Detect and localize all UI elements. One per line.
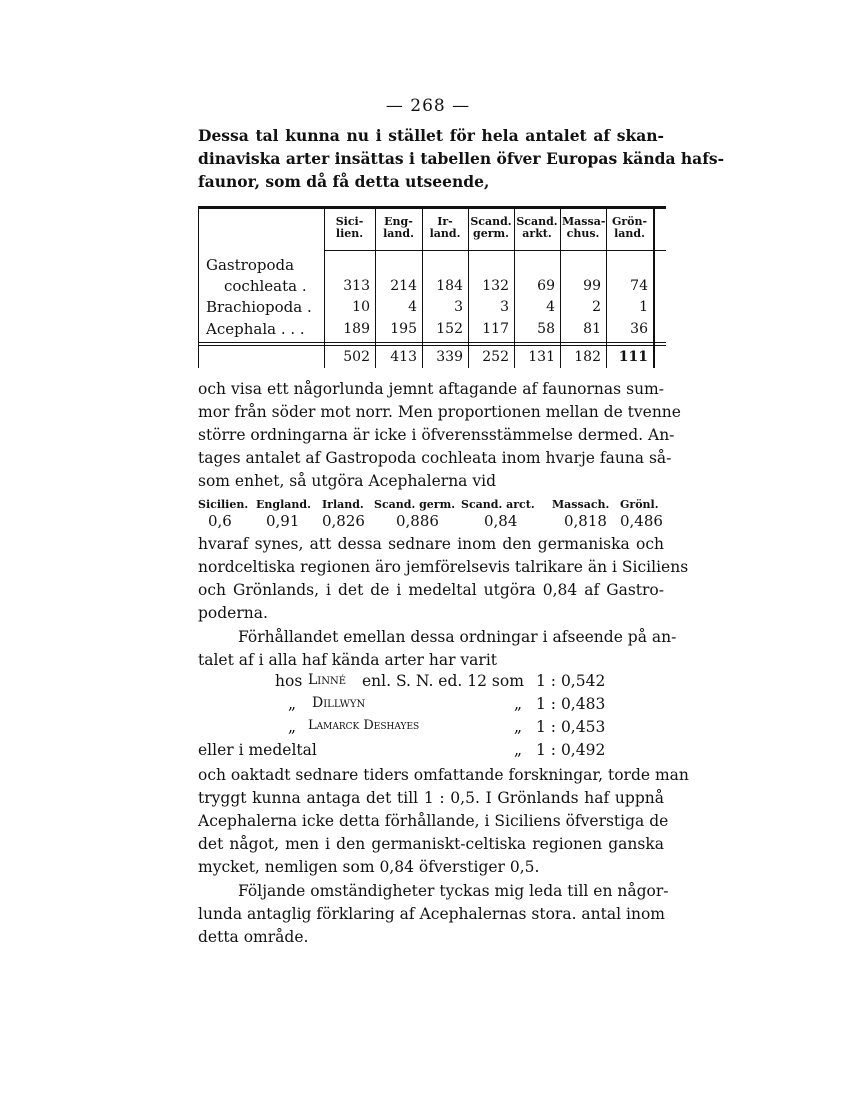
text-line: faunor, som då få detta utseende, [198, 172, 490, 191]
total-cell: 502 [343, 349, 370, 365]
region-label: Sicilien. [198, 498, 249, 511]
text-line: mor från söder mot norr. Men proportionen mellan de tvenne [198, 403, 681, 421]
ratio-suffix: „ [514, 741, 523, 759]
column-header: Massa- chus. [562, 215, 606, 240]
column-header: Ir- land. [429, 215, 461, 240]
author-name: Linné [308, 672, 347, 688]
column-header: Scand. arkt. [516, 215, 558, 240]
sum-rule-1 [198, 342, 666, 343]
ratio-value: 1 : 0,483 [536, 695, 606, 713]
table-cell: 2 [592, 299, 601, 315]
sum-rule-2 [198, 345, 666, 346]
region-value: 0,826 [322, 512, 365, 530]
medeltal-label: eller i medeltal [198, 741, 317, 759]
region-value: 0,91 [266, 512, 300, 530]
table-cell: 4 [408, 299, 417, 315]
ratio-prefix: hos [275, 672, 303, 690]
text-line: det något, men i den germaniskt-celtiska regionen ganska [198, 835, 664, 853]
table-cell: 81 [583, 321, 601, 337]
total-cell: 413 [390, 349, 417, 365]
ratio-value: 1 : 0,453 [536, 718, 606, 736]
column-header: Eng- land. [383, 215, 414, 240]
region-value: 0,818 [564, 512, 607, 530]
text-line: Förhållandet emellan dessa ordningar i afseende på an- [238, 628, 677, 646]
region-label: Scand. germ. [374, 498, 456, 511]
text-line: hvaraf synes, att dessa sednare inom den germaniska och [198, 535, 664, 553]
ratio-prefix: „ [288, 695, 297, 713]
table-cell: 1 [639, 299, 648, 315]
text-line: Dessa tal kunna nu i stället för hela antalet af skan- [198, 126, 664, 145]
column-header: Grön- land. [611, 215, 648, 240]
region-label: England. [256, 498, 311, 511]
region-values [198, 512, 664, 532]
region-label: Massach. [552, 498, 610, 511]
table-cell: 74 [630, 278, 648, 294]
author-name: Dillwyn [312, 695, 366, 711]
table-cell: 36 [630, 321, 648, 337]
text-line: tryggt kunna antaga det till 1 : 0,5. I Grönlands haf uppnå [198, 789, 664, 807]
table-cell: 3 [500, 299, 509, 315]
table-cell: 69 [537, 278, 555, 294]
text-line: och visa ett någorlunda jemnt aftagande af faunornas sum- [198, 380, 664, 398]
paragraph-2 [198, 626, 677, 672]
text-line: talet af i alla haf kända arter har varit [198, 651, 498, 669]
table-cell: 184 [436, 278, 463, 294]
table-cell: 99 [583, 278, 601, 294]
text-line: och Grönlands, i det de i medeltal utgöra 0,84 af Gastro- [198, 581, 664, 599]
ratio-value: 1 : 0,492 [536, 741, 606, 759]
column-header: Scand. germ. [470, 215, 512, 240]
total-cell: 111 [618, 349, 648, 365]
text-line: Följande omständigheter tyckas mig leda till en någor- [238, 882, 669, 900]
text-line: detta område. [198, 928, 309, 946]
table-top-rule [198, 206, 666, 209]
table-cell: 214 [390, 278, 417, 294]
ratio-suffix: enl. S. N. ed. 12 som [362, 672, 524, 690]
region-value: 0,84 [484, 512, 518, 530]
region-label: Scand. arct. [461, 498, 535, 511]
table-cell: 58 [537, 321, 555, 337]
region-value: 0,486 [620, 512, 663, 530]
ratio-value: 1 : 0,542 [536, 672, 606, 690]
table-cell: 313 [343, 278, 370, 294]
row-label: Gastropoda [206, 256, 295, 274]
table-cell: 189 [343, 321, 370, 337]
col-divider [198, 206, 199, 368]
text-line: poderna. [198, 604, 268, 622]
text-line: mycket, nemligen som 0,84 öfverstiger 0,5. [198, 858, 540, 876]
after-paragraph [198, 533, 689, 625]
middle-paragraph [198, 378, 681, 493]
text-line: dinaviska arter insättas i tabellen öfver Europas kända hafs- [198, 149, 725, 168]
total-cell: 131 [528, 349, 555, 365]
ratio-suffix: „ [514, 718, 523, 736]
ratio-suffix: „ [514, 695, 523, 713]
paragraph-4 [198, 880, 669, 949]
author-name: Lamarck Deshayes [308, 718, 420, 733]
total-cell: 252 [482, 349, 509, 365]
text-line: lunda antaglig förklaring af Acephalernas stora. antal inom [198, 905, 665, 923]
region-label: Irland. [322, 498, 364, 511]
col-divider [653, 206, 655, 368]
row-label: Brachiopoda . [206, 298, 312, 316]
intro-paragraph [198, 124, 725, 193]
text-line: och oaktadt sednare tiders omfattande forskningar, torde man [198, 766, 689, 784]
table-cell: 132 [482, 278, 509, 294]
fauna-table [198, 206, 666, 368]
region-label: Grönl. [620, 498, 659, 511]
row-label: cochleata . [224, 277, 307, 295]
text-line: Acephalerna icke detta förhållande, i Siciliens öfverstiga de [198, 812, 669, 830]
table-cell: 4 [546, 299, 555, 315]
row-label: Acephala . . . [206, 320, 305, 338]
region-value: 0,6 [208, 512, 232, 530]
region-value: 0,886 [396, 512, 439, 530]
table-cell: 195 [390, 321, 417, 337]
table-cell: 152 [436, 321, 463, 337]
table-cell: 117 [482, 321, 509, 337]
paragraph-3 [198, 764, 689, 879]
ratio-prefix: „ [288, 718, 297, 736]
text-line: större ordningarna är icke i öfverensstämmelse dermed. An- [198, 426, 675, 444]
table-cell: 10 [352, 299, 370, 315]
page-number: — 268 — [385, 96, 471, 116]
table-cell: 3 [454, 299, 463, 315]
text-line: som enhet, så utgöra Acephalerna vid [198, 472, 496, 490]
text-line: nordceltiska regionen äro jemförelsevis talrikare än i Siciliens [198, 558, 689, 576]
total-cell: 182 [574, 349, 601, 365]
region-labels [198, 498, 664, 512]
column-header: Sici- lien. [335, 215, 364, 240]
total-cell: 339 [436, 349, 463, 365]
text-line: tages antalet af Gastropoda cochleata inom hvarje fauna så- [198, 449, 672, 467]
